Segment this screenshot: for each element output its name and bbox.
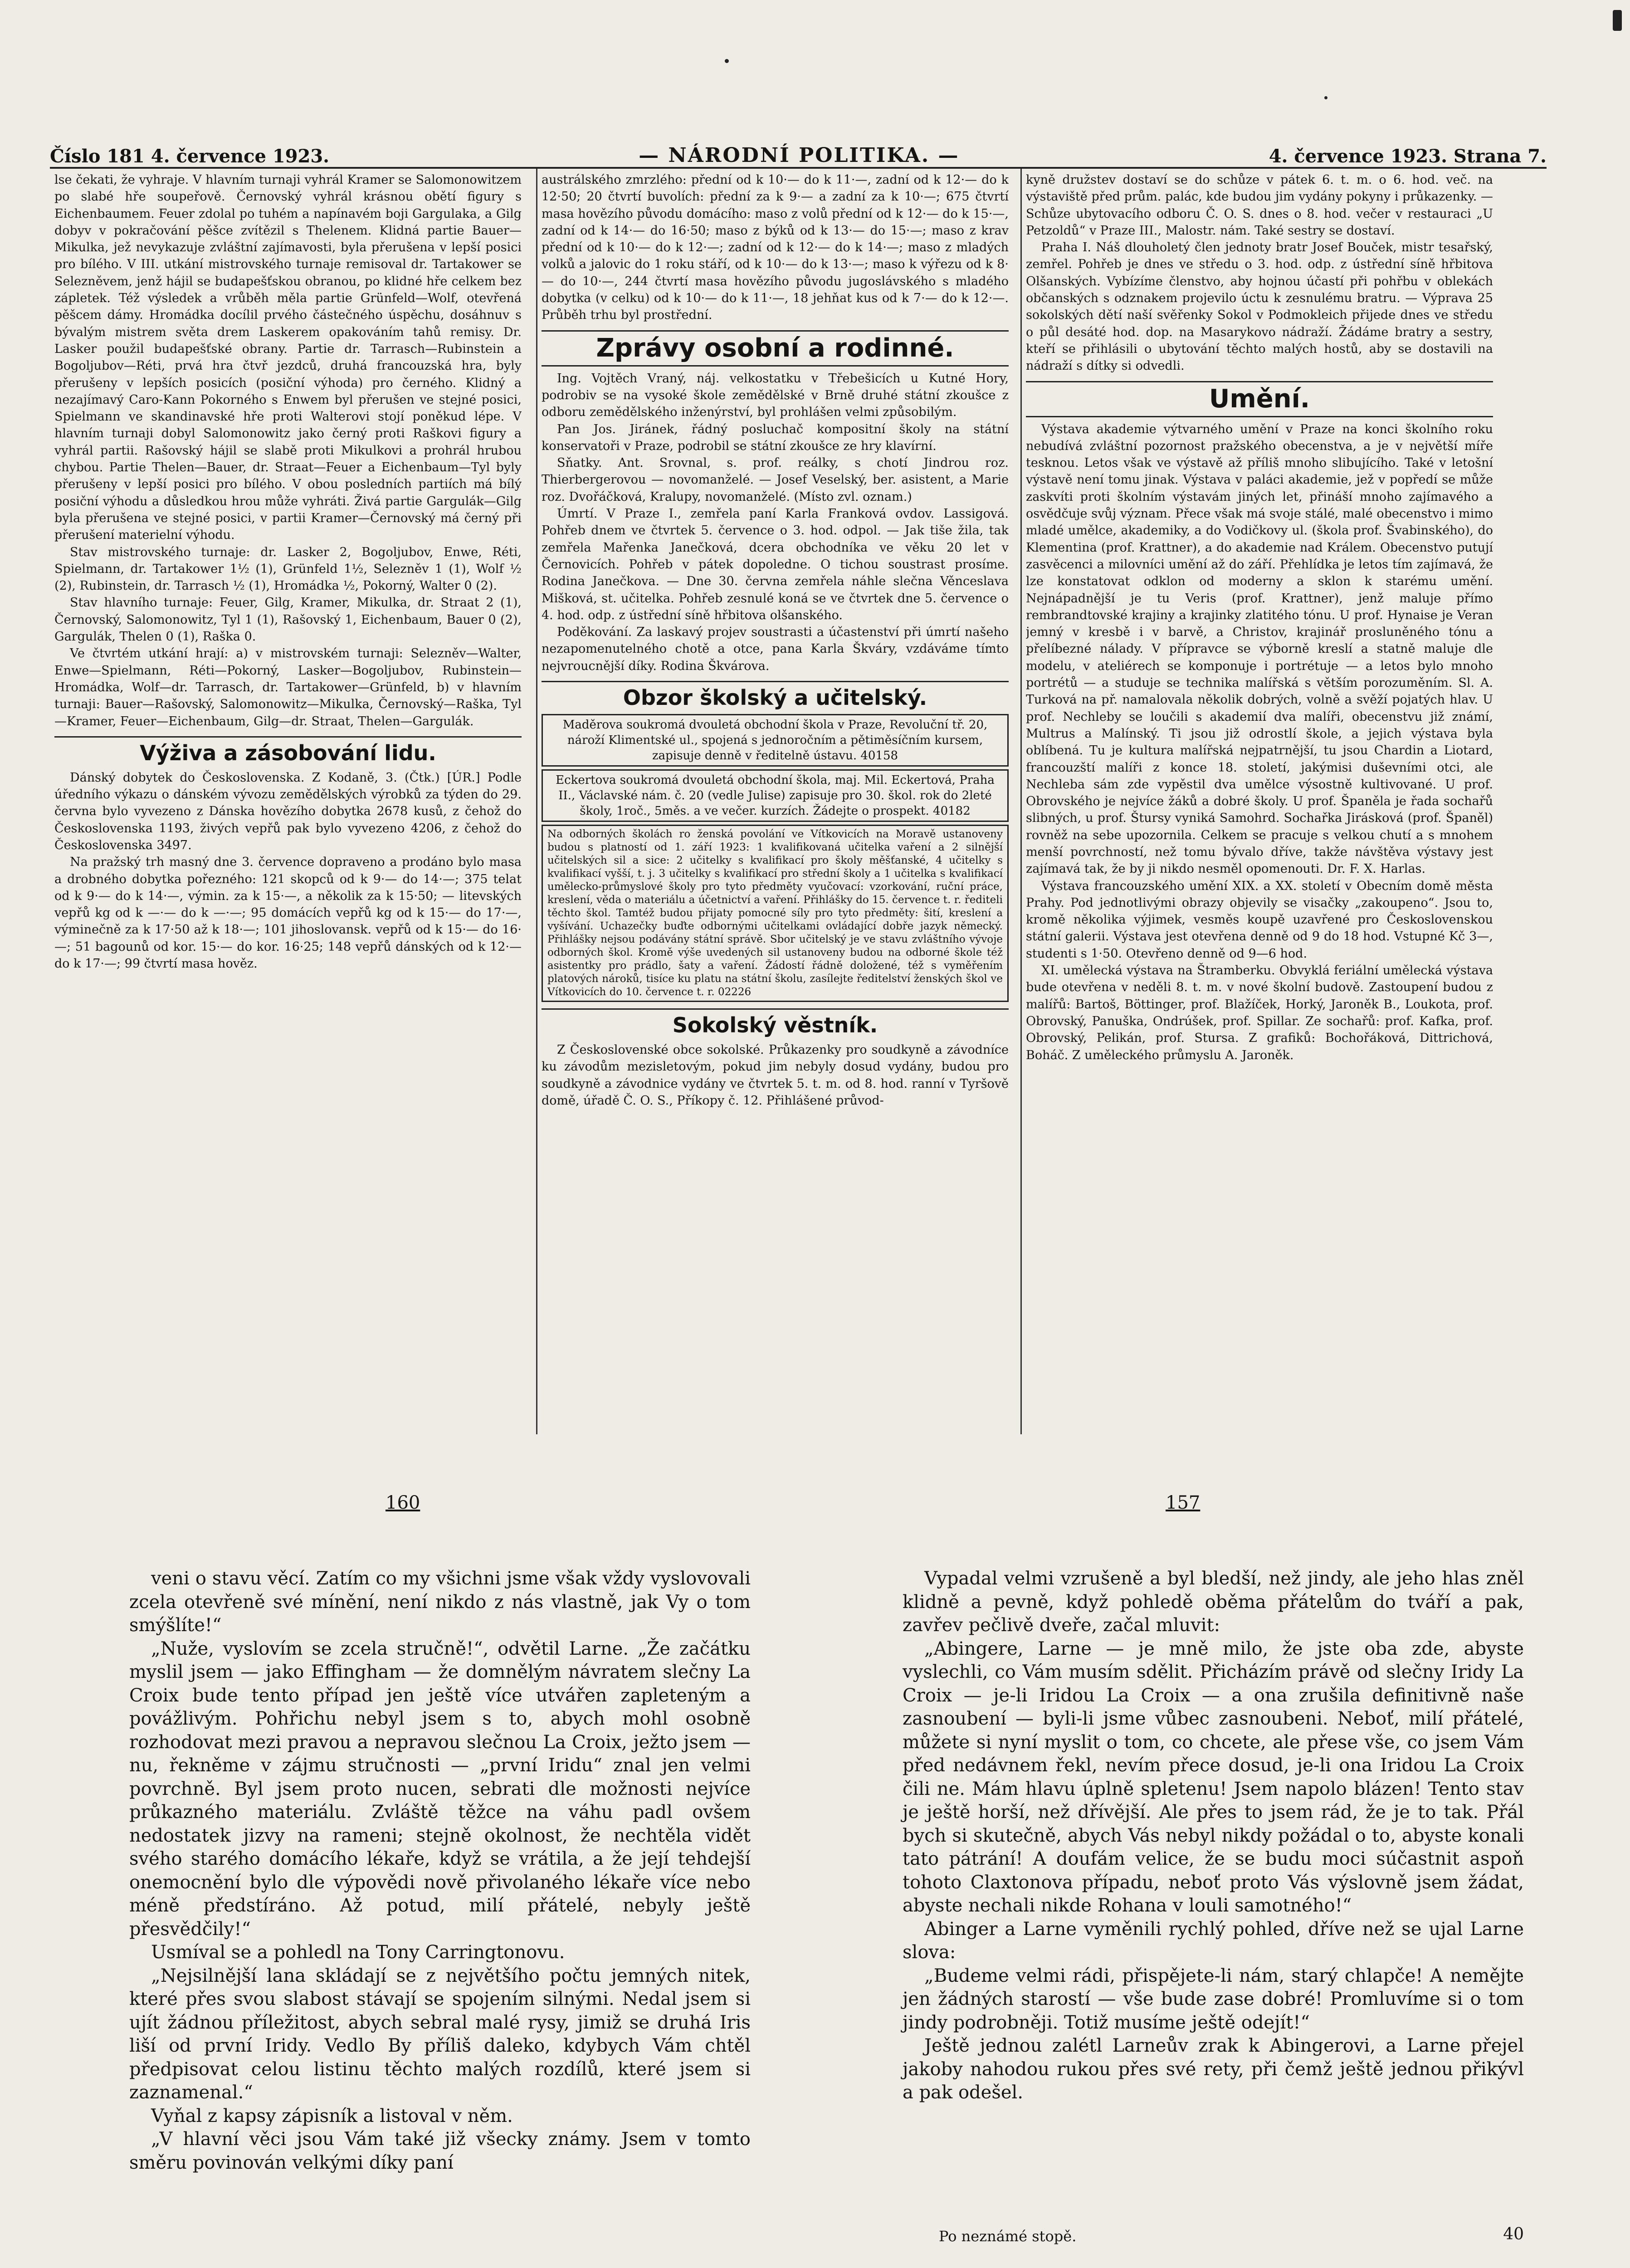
academy-exhibition-review: Výstava akademie výtvarného umění v Praze na konci školního roku nebudívá zvláštní pozornost pražského obecenstva, a je v největší míře tesknou. Letos však ve výstavě až příliš mnoho slibujícího. Také v letošní výstavě není tomu jinak. Výstava v paláci akademie, jež v popředí se může zaskvíti proti školním výstavám jiných let, přináší mnoho zajímavého a osvědčuje svůj význam. Přece však má svoje stálé, malé obecenstvo i mimo mladé umělce, akademiky, a do Vodičkovy ul. (škola prof. Švabinského), do Klementina (prof. Krattner), a do akademie nad Králem. Obecenstvo putují zasvěcenci a milovníci umění až do září. Přehlídka je letos tím zajímavá, že lze konstatovat odklon od moderny a sklon k starému umění. Nejnápadnější je tu Veris (prof. Krattner), jenž maluje přímo rembrandtovské krajiny a krajinky zlatitého tónu. U prof. Hynaise je Veran jemný v kresbě i v barvě, a Christov, krajinář prosluněného tónu a přelíbezné nálady. V přípravce se výborně kreslí a statně maluje dle modelu, v ateliérech se komponuje i portrétuje — a letos bylo mnoho portrétů — a studuje se technika malířská s větším porozuměním. Sl. A. Turková na př. namalovala několik dobrých, volně a svěží pojatých hlav. U prof. Nechleby se loučili s akademií dva malíři, obecenstvu již známí, Multrus a Malínský. Ti jsou již odrostlí škole, a jejich výstava byla oblíbená. Tu je kultura malířská nejpatrnější, tu jsou Chardin a Liotard, francouzští malíři z konce 18. století, jakýmisi duševními otci, ale Nechleba sám zde vypěstil dva umělce výsostně kultivované. U prof. Obrovského je nejvíce žáků a dobré školy. U prof. Španěla je řada sochařů slibných, u prof. Štursy vyniká Samohrd. Sochařka Jirásková (prof. Španěl) rovněž na sebe upozornila. Celkem se pracuje s velkou chutí a s mnohem menší povrchností, než tomu bývalo dříve, takže návštěva výstavy jest zajímavá tak, že by ji nikdo nesměl opomenouti. Dr. F. X. Harlas. <box>1026 422 1493 876</box>
header-date: Číslo 181 4. července 1923. <box>50 146 330 167</box>
chess-pairings: Ve čtvrtém utkání hrají: a) v mistrovském turnaji: Selezněv—Walter, Enwe—Spielmann, Réti—Pokorný, Lasker—Bogoljubov, Rubinstein—Hromádka, Wolf—dr. Tarrasch, dr. Tartakower—Grünfeld, b) v hlavním turnaji: Bauer—Rašovský, Salomonowitz—Mikulka, Černovský—Raška, Tyl—Kramer, Feuer—Eichenbaum, Gilg—dr. Straat, Thelen—Gargulák. <box>54 646 522 728</box>
french-art-exhibition: Výstava francouzského umění XIX. a XX. století v Obecním domě města Prahy. Pod jednotlivými obrazy objevily se visačky „zakoupeno“. Jsou to, kromě několika výjimek, vesměs koupě uzavřené pro Československou státní galerii. Výstava jest otevřena denně od 9 do 18 hod. Vstupné Kč 3—, studenti s 1·50. Otevřeno denně od 9—6 hod. <box>1026 879 1493 961</box>
sokol-notice: Z Československé obce sokolské. Průkazenky pro soudkyně a závodníce ku závodům mezisletovým, pokud jim nebyly dosud vydány, budou pro soudkyně a závodnice vydány ve čtvrtek 5. t. m. od 8. hod. ranní v Tyršově domě, úřadě Č. O. S., Příkopy č. 12. Přihlášené průvod- <box>542 1043 1009 1108</box>
chess-report: lse čekati, že vyhraje. V hlavním turnaji vyhrál Kramer se Salomonowitzem po slabé hře soupeřově. Černovský vyhrál krásnou obětí figury s Eichenbaumem. Feuer zdolal po tuhém a napínavém boji Gargulaka, a Gilg dobyv v pokračování pěšce zvítězil s Thelenem. Klidná partie Bauer—Mikulka, jež nevykazuje zvláštní zajímavosti, byla přerušena v lepší posici pro bílého. V III. utkání mistrovského turnaje remisoval dr. Tartakower se Selezněvem, jenž hájil se budapešťskou obranou, po klidné hře celkem bez zápletek. Též výsledek a vrůběh měla partie Grünfeld—Wolf, otevřená pěšcem dámy. Hromádka docílil prvého částečného úspěchu, dosáhnuv s bývalým mistrem světa drem Laskerem opakováním tahů remisy. Dr. Lasker použil budapešťské obrany. Partie dr. Tarrasch—Rubinstein a Bogoljubov—Réti, prvá hra čtvř jezdců, druhá francouzská hra, byly přerušeny v lepších posicích (posiční výhoda) pro černého. Klidný a nezajímavý Caro-Kann Pokorného s Enwem byl přerušen ve stejné posici, Spielmann ve skandinavské hře proti Walterovi stojí poněkud lépe. V hlavním turnaji dobyl Salomonowitz jako černý proti Raškovi figury a vyhrál partii. Rašovský hájil se slabě proti Mikulkovi a prohrál hrubou chybou. Partie Thelen—Bauer, dr. Straat—Feuer a Eichenbaum—Tyl byly přerušeny v lepší posici pro bílého. V obou posledních partiích má bílý posiční výhodu a důsledkou hrou může vyhráti. Živá partie Gargulák—Gilg byla přerušena ve stejné posici, v partii Kramer—Černovský má černý při přerušení materielní výhodu. <box>54 173 522 543</box>
novel-page-right <box>903 1567 1524 2245</box>
header-page: 4. července 1923. Strana 7. <box>1269 146 1547 167</box>
column-art <box>1026 171 1493 1437</box>
novel-paragraph: Ještě jednou zalétl Larneův zrak k Abingerovi, a Larne přejel jakoby nahodou rukou přes své rety, při čemž ještě jednou přikývl a pak odešel. <box>903 2035 1524 2103</box>
novel-page-left <box>129 1567 751 2175</box>
novel-paragraph: „Budeme velmi rádi, přispějete-li nám, starý chlapče! A nemějte jen žádných starostí — vše bude zase dobré! Promluvíme si o tom jindy podrobněji. Totiž musíme ještě odejít!“ <box>903 1965 1524 2033</box>
signature-number: 40 <box>1503 2225 1524 2244</box>
novel-paragraph: „V hlavní věci jsou Vám také již všecky známy. Jsem v tomto směru povinován velkými díky paní <box>129 2129 751 2173</box>
novel-paragraph: Vyňal z kapsy zápisník a listoval v něm. <box>151 2105 513 2126</box>
section-heading-personal: Zprávy osobní a rodinné. <box>542 330 1009 367</box>
notice-deaths: Úmrtí. V Praze I., zemřela paní Karla Franková ovdov. Lassigová. Pohřeb dnem ve čtvrtek 5. července o 3. hod. odpol. — Jak tiše žila, tak zemřela Mařenka Janečková, dcera obchodníka ve věku 20 let v Černovicích. Pohřeb v pátek dopoledne. O tichou soustrast prosíme. Rodina Janečkova. — Dne 30. června zemřela náhle slečna Věnceslava Mišková, st. učitelka. Pohřeb zesnulé koná se ve čtvrtek dne 5. července o 4. hod. odp. z ústřední síně hřbitova olšanského. <box>542 507 1009 622</box>
stramberk-exhibition: XI. umělecká výstava na Štramberku. Obvyklá feriální umělecká výstava bude otevřena v neděli 8. t. m. v nové školní budově. Zastoupení budou z malířů: Bartoš, Böttinger, prof. Blažíček, Horký, Jaroněk B., Loukota, prof. Obrovský, Panuška, Ondrúšek, prof. Spillar. Ze sochařů: prof. Kafka, prof. Obrovský, Pelikán, prof. Stursa. Z grafiků: Bochořáková, Dittrichová, Boháč. Z uměleckého průmyslu A. Jaroněk. <box>1026 963 1493 1062</box>
school-ad: Maděrova soukromá dvouletá obchodní škola v Praze, Revoluční tř. 20, nároží Klimentské ul., spojená s jednoročním a pětiměsíčním kursem, zapisuje denně v ředitelně ústavu. 40158 <box>542 714 1009 767</box>
prague-meat-market: Na pražský trh masný dne 3. července dopraveno a prodáno bylo masa a drobného dobytka pořezného: 121 skopců od k 9·— do 14·—; 375 telat od k 9·— do k 14·—, výmin. za k 15·—, a několik za k 15·50; — litevských vepřů kg od k —·— do k —·—; 95 domácích vepřů kg od k 15·— do 17·—, výminečně za k 17·50 až k 18·—; 101 jihoslovansk. vepřů od k 15·— do 16·—; 51 bagounů od kor. 15·— do kor. 16·25; 148 vepřů dánských od k 12·— do k 17·—; 99 čtvrtí masa hověz. <box>54 855 522 971</box>
running-footer-title: Po neznámé stopě. <box>939 2228 1077 2245</box>
meat-market-continued: austrálského zmrzlého: přední od k 10·— do k 11·—, zadní od k 12·— do k 12·50; 20 čtvrtí buvolích: přední za k 9·— a zadní za k 10·—; 675 čtvrtí masa hovězího původu domácího: maso z volů přední od k 12·— do k 15·—, zadní od k 14·— do 16·50; maso z býků od k 13·— do 15·—; maso z krav přední od k 10·— do k 12·—; zadní od k 12·— do k 14·—; maso z mladých volků a jalovic do 1 roku stáří, od k 10·— do k 13·—; maso k výřezu od k 8·— do 10·—, 244 čtvrtí masa hovězího původu jugoslávského s mladého dobytka (v celku) od k 10·— do k 11·—, 18 jehňat kus od k 7·— do k 12·—. Průběh trhu byl prostřední. <box>542 173 1009 323</box>
column-rule <box>1020 169 1022 1434</box>
notice-marriages: Sňatky. Ant. Srovnal, s. prof. reálky, s chotí Jindrou roz. Thierbergerovou — novomanželé. — Josef Veselský, ber. asistent, a Marie roz. Dvořáčková, Kralupy, novomanželé. (Místo zvl. oznam.) <box>542 456 1009 504</box>
sokol-continued: kyně družstev dostaví se do schůze v pátek 6. t. m. o 6. hod. več. na výstaviště před prům. palác, kde budou jim vydány pokyny i průkazenky. — Schůze ubytovacího odboru Č. O. S. dnes o 8. hod. večer v restauraci „U Petzoldů“ v Praze III., Malostr. nám. Také sestry se dostaví. <box>1026 173 1493 238</box>
page-number-left: 160 <box>386 1492 420 1513</box>
novel-paragraph: „Nejsilnější lana skládají se z největšího počtu jemných nitek, které přes svou slabost stávají se spojením silnými. Nedal jsem si ujít žádnou příležitost, abych sebral malé rysy, jimiž se druhá Iris liší od první Iridy. Vedlo By příliš daleko, kdybych Vám chtěl předpisovat celou listinu těchto malých rozdílů, které jsem si zaznamenal.“ <box>129 1965 751 2103</box>
section-heading-schools: Obzor školský a učitelský. <box>542 681 1009 710</box>
ink-speck <box>1324 96 1327 99</box>
column-chess-and-supply <box>54 171 522 1437</box>
ink-mark <box>1613 10 1622 31</box>
notice-conservatory: Pan Jos. Jiránek, řádný posluchač kompositní školy na státní konservatoři v Praze, podrobil se státní zkoušce ze hry klavírní. <box>542 422 1009 453</box>
notice-thanks: Poděkování. Za laskavý projev soustrasti a účastenství při úmrtí našeho nezapomenutelného chotě a otce, pana Karla Škváry, vzdáváme tímto nejvroucnější díky. Rodina Škvárova. <box>542 625 1009 673</box>
novel-paragraph: Vypadal velmi vzrušeně a byl bledší, než jindy, ale jeho hlas zněl klidně a pevně, když pohledě oběma přátelům do tváří a pak, zavřev pečlivě dveře, začal mluvit: <box>903 1568 1524 1636</box>
novel-paragraph: Usmíval se a pohledl na Tony Carringtonovu. <box>151 1942 565 1963</box>
novel-paragraph: veni o stavu věcí. Zatím co my všichni jsme však vždy vyslovovali zcela otevřeně své mínění, není nikdo z nás vlastně, jak Vy o tom smýšlíte!“ <box>129 1568 751 1636</box>
chess-standings-master: Stav mistrovského turnaje: dr. Lasker 2, Bogoljubov, Enwe, Réti, Spielmann, dr. Tartakower 1½ (1), Grünfeld 1½, Selezněv 1 (1), Wolf ½ (2), Rubinstein, dr. Tarrasch ½ (1), Hromádka ½, Pokorný, Walter 0 (2). <box>54 545 522 593</box>
page-number-right: 157 <box>1166 1492 1201 1513</box>
newspaper-header <box>50 144 1547 169</box>
section-heading-nutrition: Výživa a zásobování lidu. <box>54 736 522 766</box>
column-personal-news <box>542 171 1009 1437</box>
masthead-title: — NÁRODNÍ POLITIKA. — <box>639 144 960 167</box>
ink-speck <box>725 59 729 63</box>
school-ad: Eckertova soukromá dvouletá obchodní škola, maj. Mil. Eckertová, Praha II., Václavské nám. č. 20 (vedle Julise) zapisuje pro 30. škol. rok do 2leté školy, 1roč., 5měs. a ve večer. kurzích. Žádejte o prospekt. 40182 <box>542 769 1009 822</box>
novel-paragraph: „Nuže, vyslovím se zcela stručně!“, odvětil Larne. „Že začátku myslil jsem — jako Effingham — že domnělým návratem slečny La Croix bude tento případ jen ještě více utvářen zapleteným a povážlivým. Pohřichu nebyl jsem s to, abych mohl osobně rozhodovat mezi pravou a nepravou slečnou La Croix, ježto jsem — nu, řekněme v zájmu stručnosti — „první Iridu“ znal jen velmi povrchně. Byl jsem proto nucen, sebrati dle možnosti nejvíce průkazného materiálu. Zvláště těžce na váhu padl ovšem nedostatek jizvy na rameni; stejně okolnost, že nechtěla vidět svého starého domácího lékaře, když se vrátila, a že její tehdejší onemocnění bylo dle výpovědi nově přivolaného lékaře více nebo méně předstíráno. Až potud, milí přátelé, nebyly ještě přesvědčily!“ <box>129 1638 751 1940</box>
column-rule <box>536 169 537 1434</box>
sokol-prague-notice: Praha I. Náš dlouholetý člen jednoty bratr Josef Bouček, mistr tesařský, zemřel. Pohřeb je dnes ve středu o 3. hod. odp. z ústřední síně hřbitova Olšanských. Vybízíme členstvo, aby hojnou účastí při pohřbu v oblekách občanských s odznakem projevilo úctu k zesnulému bratru. — Výprava 25 sokolských dětí naší svěřenky Sokol v Podmokleich přijede dnes ve středu o půl desáté hod. dop. na Masarykovo nádraží. Žádáme bratry a sestry, kteří se přihlásili o ubytování těchto malých hostů, aby se dostavili na nádraží s dítky si odvedli. <box>1026 240 1493 373</box>
section-heading-sokol: Sokolský věstník. <box>542 1008 1009 1038</box>
novel-paragraph: Abinger a Larne vyměnili rychlý pohled, dříve než se ujal Larne slova: <box>903 1918 1524 1963</box>
school-ad: Na odborných školách ro ženská povolání ve Vítkovicích na Moravě ustanoveny budou s platností od 1. září 1923: 1 kvalifikovaná učitelka vaření a 2 silnější učitelských sil a sice: 2 učitelky s kvalifikací pro školy měšťanské, 4 učitelky s kvalifikací vyšší, t. j. 3 učitelky s kvalifikací pro střední školy a 1 učitelka s kvalifikací umělecko-průmyslové školy pro tyto předměty vyučovací: vzorkování, ruční práce, kreslení, věda o materiálu a účetnictví a vaření. Přihlášky do 15. července t. r. řediteli těchto škol. Tamtéž budou přijaty pomocné síly pro tyto předměty: šití, kreslení a vyšívání. Uchazečky buďte odbornými učitelkami ovládající dobře jazyk německý. Přihlášky nejsou podávány státní správě. Sbor učitelský je ve stavu zvláštního vývoje odborných škol. Kromě výše uvedených sil ustanoveny budou na odborné škole též asistentky pro prádlo, šaty a vaření. Žádostí řádně doložené, též s vyměřením platových nároků, tisíce ku platu na státní školu, zasílejte ředitelství ženských škol ve Vítkovicích do 10. července t. r. 02226 <box>542 825 1009 1002</box>
notice-engineer: Ing. Vojtěch Vraný, náj. velkostatku v Třebešicích u Kutné Hory, podrobiv se na vysoké škole zemědělské v Brně druhé státní zkoušce z odboru zemědělského inženýrství, byl prohlášen velmi způsobilým. <box>542 371 1009 420</box>
novel-paragraph: „Abingere, Larne — je mně milo, že jste oba zde, abyste vyslechli, co Vám musím sdělit. Přicházím právě od slečny Iridy La Croix — je-li Iridou La Croix — a ona zrušila definitivně naše zasnoubení — byli-li jsme vůbec zasnoubeni. Neboť, milí přátelé, můžete si nyní myslit o tom, co chcete, ale přese vše, co jsem Vám před nedávnem řekl, nevím přece dosud, je-li ona Iridou La Croix čili ne. Mám hlavu úplně spletenu! Jsem napolo blázen! Tento stav je ještě horší, než dřívější. Ale přes to jsem rád, že je to tak. Přál bych si skutečně, abych Vás nebyl nikdy požádal o to, abyste konali tato pátrání! A doufám velice, že se budu moci súčastnit aspoň tohoto Claxtonova případu, neboť proto Vás výslovně jsem žádat, abyste nechali nikde Rohana v louli samotného!“ <box>903 1638 1524 1916</box>
chess-standings-main: Stav hlavního turnaje: Feuer, Gilg, Kramer, Mikulka, dr. Straat 2 (1), Černovský, Salomonowitz, Tyl 1 (1), Rašovský 1, Eichenbaum, Bauer 0 (2), Gargulák, Thelen 0 (1), Raška 0. <box>54 596 522 644</box>
danish-cattle-article: Dánský dobytek do Československa. Z Kodaně, 3. (Čtk.) [ÚR.] Podle úředního výkazu o dánském vývozu zemědělských výrobků za týden do 29. června bylo vyvezeno z Dánska hovězího dobytka 2678 kusů, z čehož do Československa 1193, živých vepřů pak bylo vyvezeno 4206, z čehož do Československa 3497. <box>54 770 522 852</box>
section-heading-art: Umění. <box>1026 381 1493 417</box>
